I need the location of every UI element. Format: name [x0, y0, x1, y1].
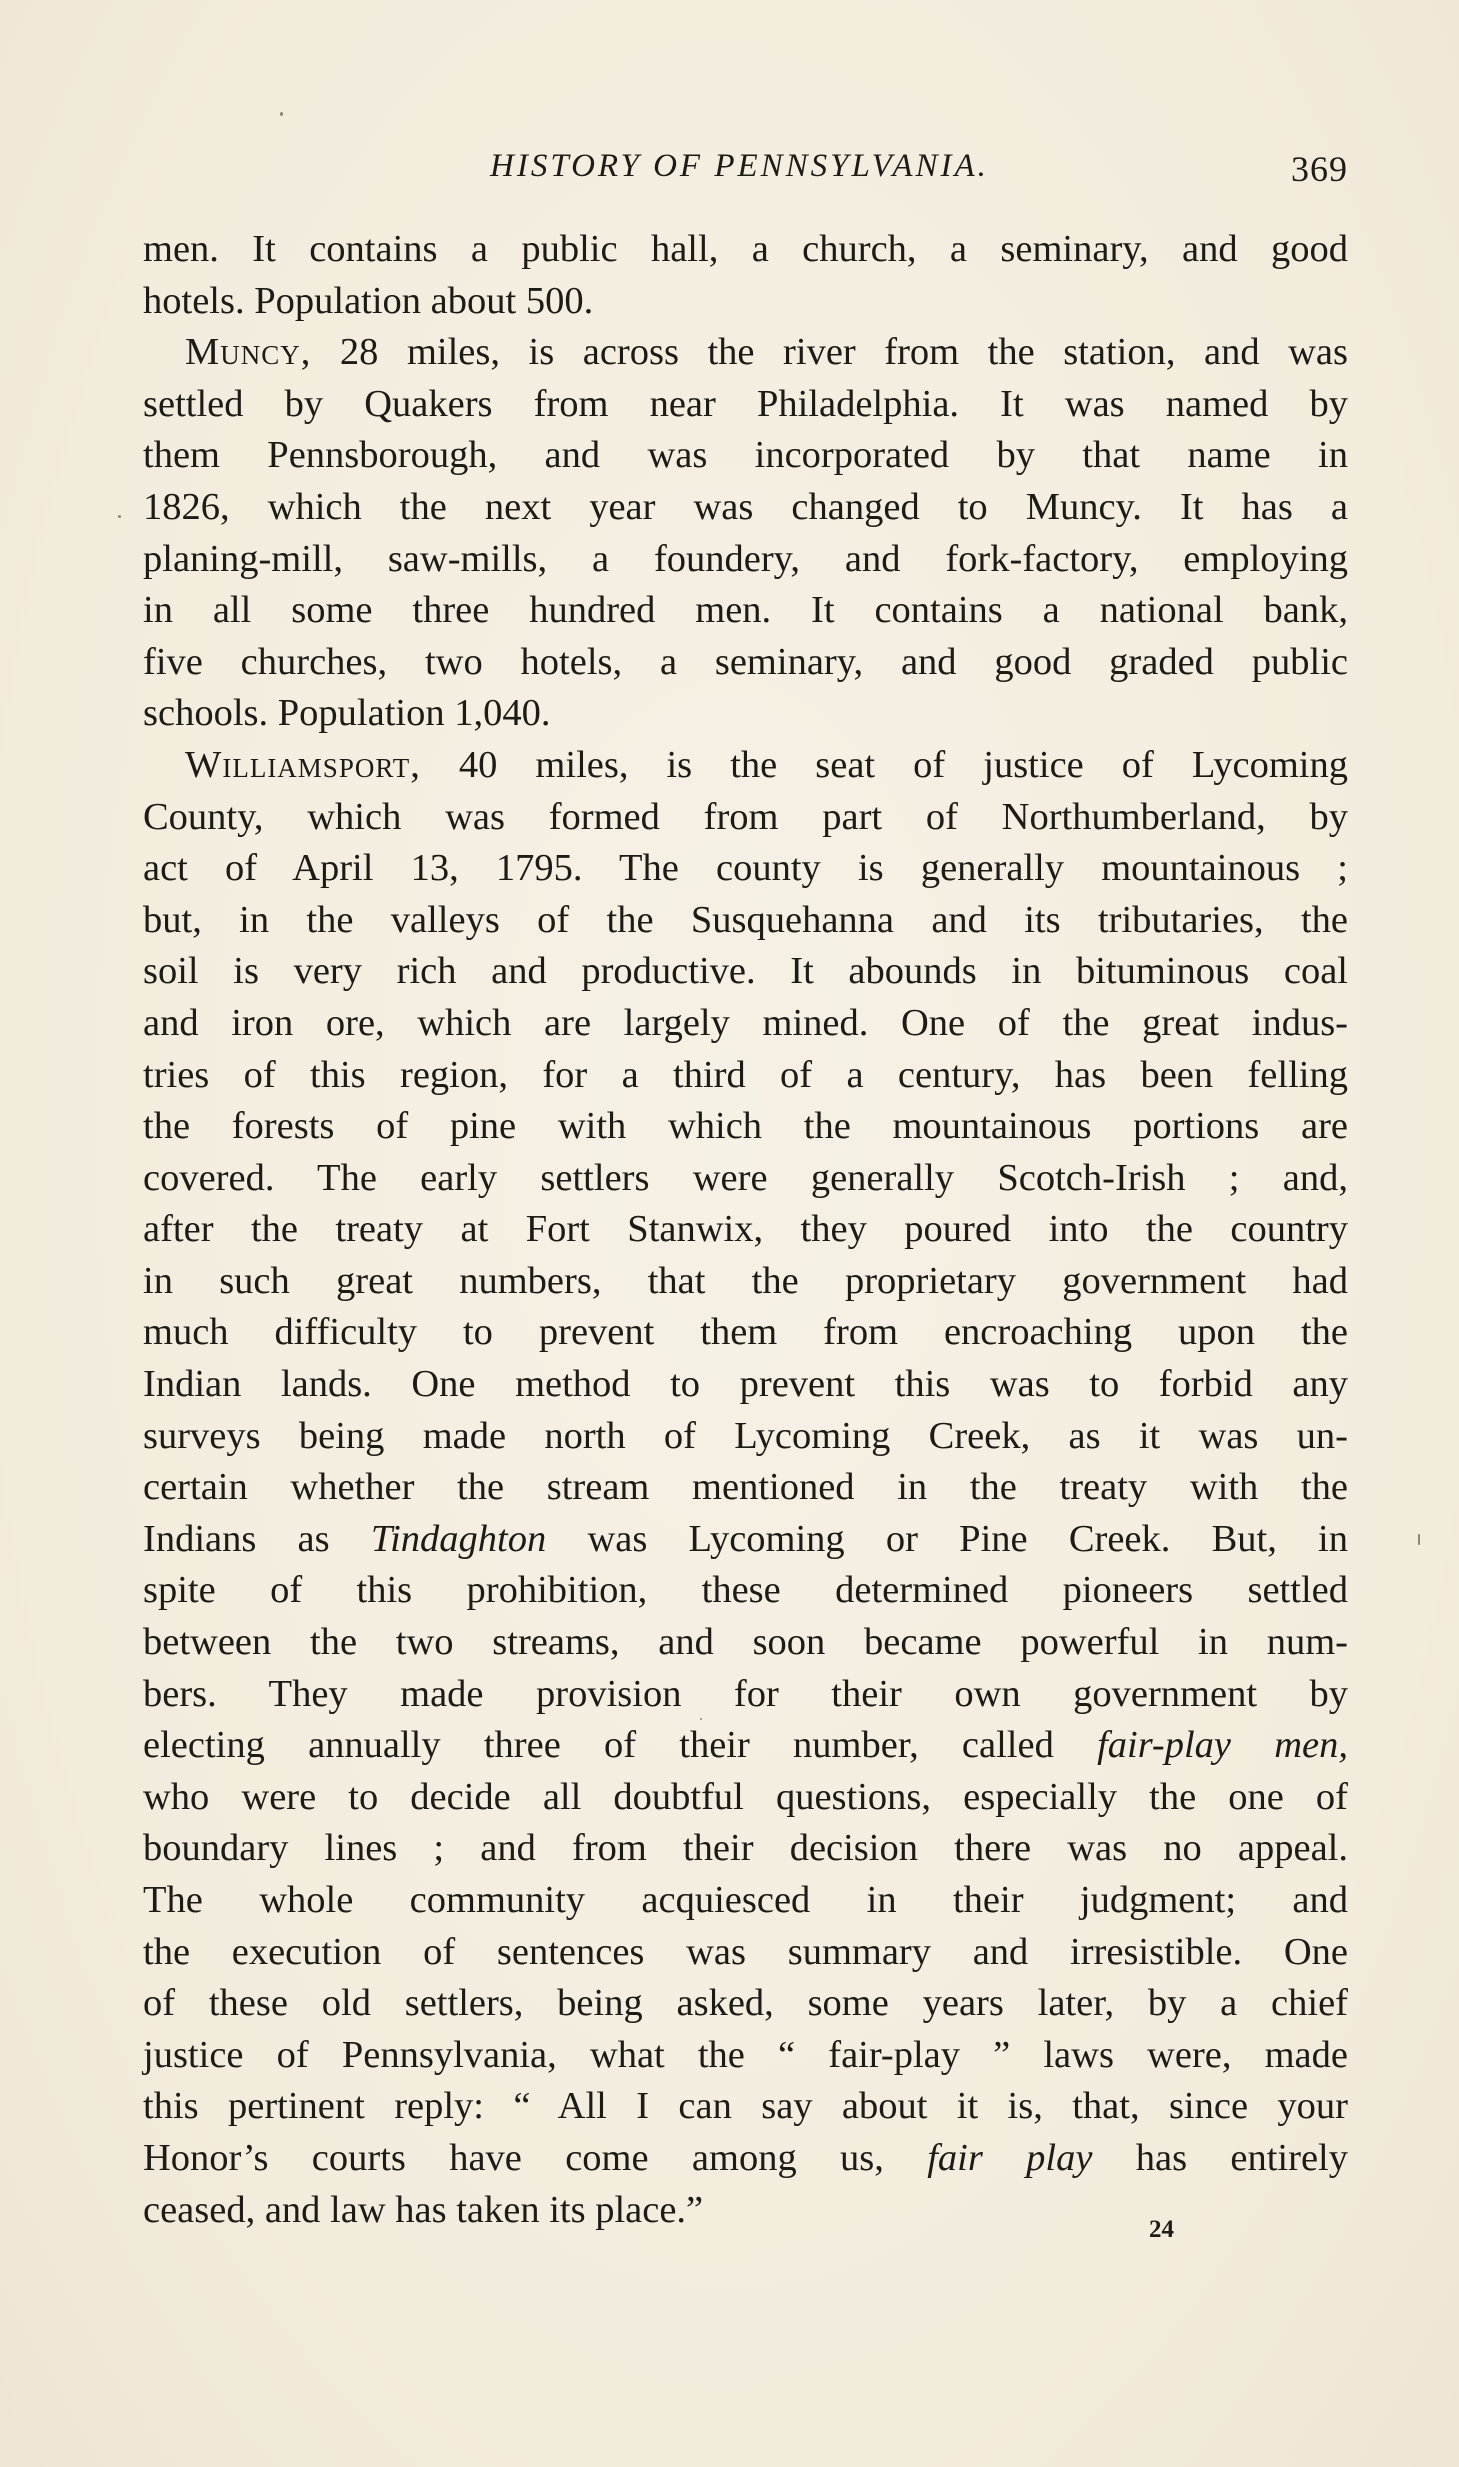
text-line: soil is very rich and productive. It abounds in bituminous coal [143, 950, 1348, 993]
line-text: was Lycoming or Pine Creek. But, in [546, 1517, 1348, 1560]
text-line: act of April 13, 1795. The county is generally mountainous ; [143, 847, 1348, 890]
paper-speck [1418, 1534, 1420, 1545]
text-line: tries of this region, for a third of a century, has been felling [143, 1053, 1348, 1096]
text-line: this pertinent reply: “ All I can say about it is, that, since your [143, 2085, 1348, 2128]
text-line: planing-mill, saw-mills, a foundery, and fork-factory, employing [143, 537, 1348, 580]
text-line: in all some three hundred men. It contains a national bank, [143, 589, 1348, 632]
text-line: of these old settlers, being asked, some years later, by a chief [143, 1982, 1348, 2025]
text-line: the execution of sentences was summary and irresistible. One [143, 1930, 1348, 1973]
line-text: Indians as [143, 1517, 371, 1560]
text-line: ceased, and law has taken its place.” [143, 2188, 704, 2231]
text-line: County, which was formed from part of Northumberland, by [143, 795, 1348, 838]
text-line: bers. They made provision for their own government by [143, 1672, 1348, 1715]
text-line [143, 1720, 1348, 1772]
text-line: and iron ore, which are largely mined. One of the great indus- [143, 1001, 1348, 1044]
paper-speck [280, 112, 283, 116]
text-line [143, 327, 1348, 379]
text-line [143, 1514, 1348, 1566]
line-text: electing annually three of their number, called [143, 1724, 1098, 1767]
text-line: settled by Quakers from near Philadelphia. It was named by [143, 382, 1348, 425]
text-line: covered. The early settlers were generally Scotch-Irish ; and, [143, 1156, 1348, 1199]
place-name: Williamsport, [185, 743, 421, 786]
text-line [143, 2133, 1348, 2185]
text-line: surveys being made north of Lycoming Creek, as it was un- [143, 1414, 1348, 1457]
italic-phrase: fair-play men, [1097, 1724, 1348, 1767]
text-line: men. It contains a public hall, a church, a seminary, and good [143, 228, 1348, 270]
page-number: 369 [1291, 149, 1348, 189]
paper-speck [700, 1718, 702, 1720]
text-line: 1826, which the next year was changed to Muncy. It has a [143, 485, 1348, 528]
italic-phrase: Tindaghton [370, 1517, 547, 1560]
line-text: has entirely [1092, 2136, 1348, 2179]
text-line [143, 740, 1348, 792]
text-line: five churches, two hotels, a seminary, and good graded public [143, 640, 1348, 683]
text-line: hotels. Population about 500. [143, 279, 594, 322]
text-line: but, in the valleys of the Susquehanna and its tributaries, the [143, 898, 1348, 941]
text-line: in such great numbers, that the proprietary government had [143, 1259, 1348, 1302]
text-line: between the two streams, and soon became powerful in num- [143, 1621, 1348, 1664]
text-line: spite of this prohibition, these determined pioneers settled [143, 1569, 1348, 1612]
text-line: much difficulty to prevent them from encroaching upon the [143, 1311, 1348, 1354]
line-text: 40 miles, is the seat of justice of Lycoming [458, 743, 1348, 786]
text-line: them Pennsborough, and was incorporated by that name in [143, 434, 1348, 477]
text-line: certain whether the stream mentioned in the treaty with the [143, 1466, 1348, 1509]
text-line: The whole community acquiesced in their judgment; and [143, 1879, 1348, 1921]
running-head [143, 148, 1348, 198]
text-line: the forests of pine with which the mountainous portions are [143, 1105, 1348, 1148]
running-title: HISTORY OF PENNSYLVANIA. [490, 148, 989, 184]
italic-phrase: fair play [927, 2136, 1093, 2179]
text-line: boundary lines ; and from their decision there was no appeal. [143, 1827, 1348, 1870]
line-text: 28 miles, is across the river from the station, and was [339, 331, 1349, 374]
paper-speck [118, 515, 121, 518]
text-line: who were to decide all doubtful questions, especially the one of [143, 1775, 1348, 1818]
signature-mark: 24 [1149, 2216, 1174, 2243]
text-line: schools. Population 1,040. [143, 692, 551, 735]
place-name: Muncy, [185, 331, 312, 374]
text-line: Indian lands. One method to prevent this was to forbid any [143, 1363, 1348, 1406]
text-line: justice of Pennsylvania, what the “ fair-play ” laws were, made [143, 2033, 1348, 2076]
line-text: Honor’s courts have come among us, [143, 2136, 928, 2179]
text-line: after the treaty at Fort Stanwix, they poured into the country [143, 1208, 1348, 1251]
body-text [143, 224, 1348, 2236]
